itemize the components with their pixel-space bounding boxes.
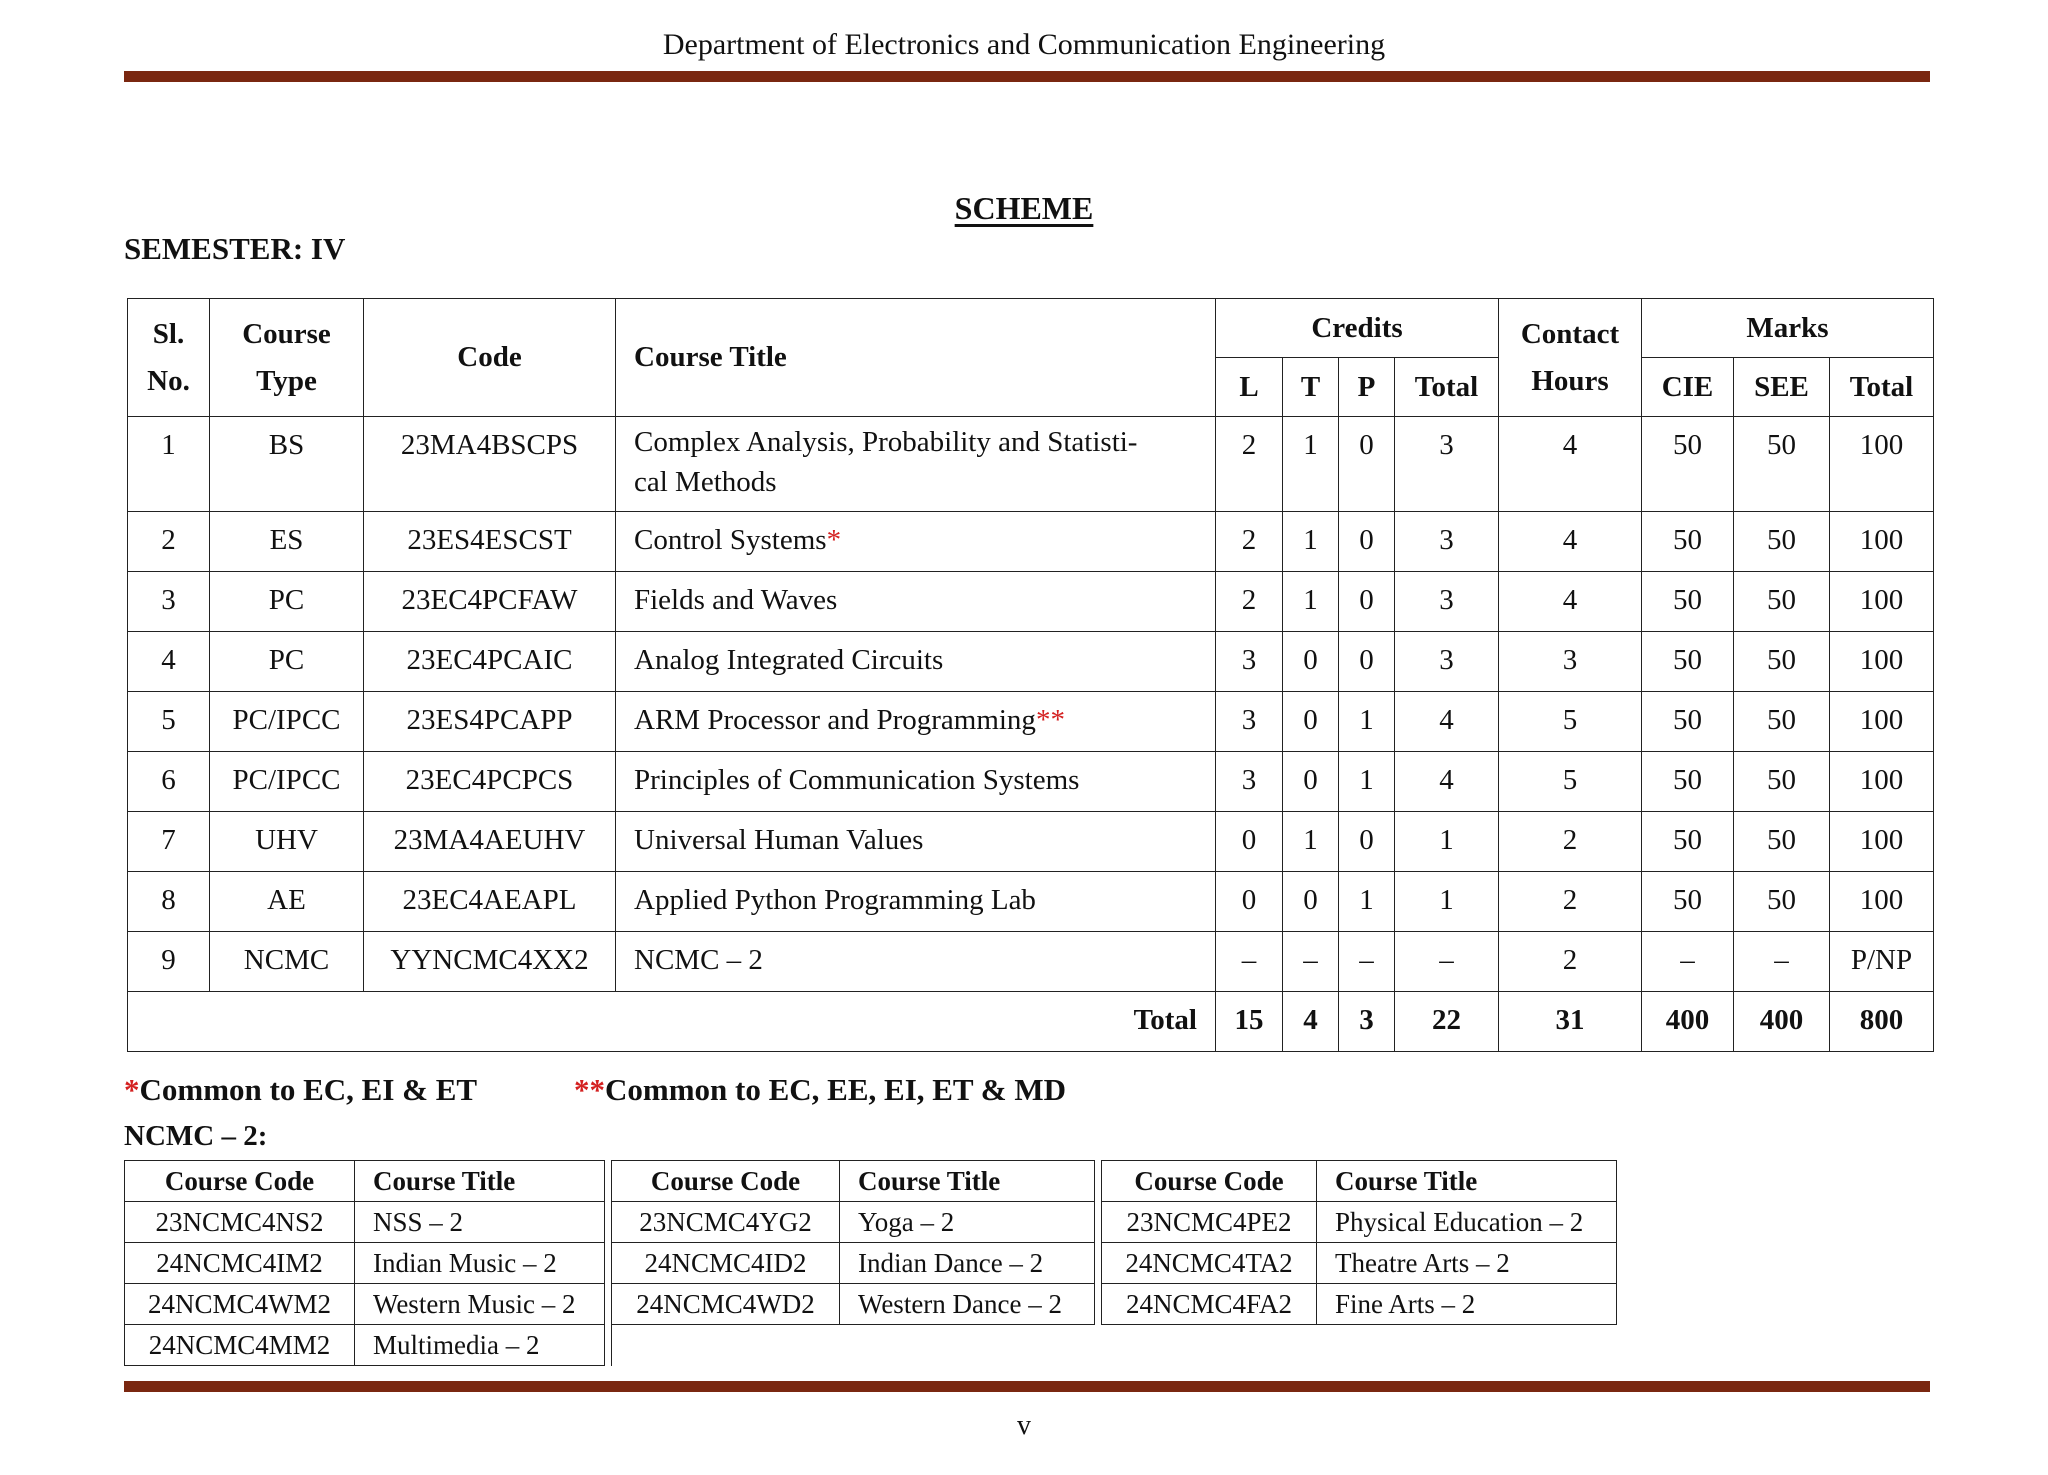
- course-title: [616, 872, 1216, 932]
- course-type: NCMC: [210, 932, 364, 992]
- semester-label: SEMESTER: IV: [124, 231, 346, 266]
- cell-cie: 50: [1642, 752, 1734, 812]
- common-marker: *: [826, 524, 842, 556]
- header-contact-top: Contact: [1520, 317, 1620, 350]
- cell-hours: 2: [1499, 872, 1642, 932]
- total-t: 4: [1283, 992, 1339, 1052]
- header-code: Code: [364, 299, 616, 417]
- ncmc-header-row: [125, 1161, 1617, 1202]
- header-marks-total: Total: [1830, 358, 1934, 417]
- cell-t: 1: [1283, 572, 1339, 632]
- total-total: 22: [1395, 992, 1499, 1052]
- header-credits-total: Total: [1395, 358, 1499, 417]
- footnote-single-star: [124, 1072, 477, 1107]
- cell-marks: 100: [1830, 752, 1934, 812]
- ncmc-row: [125, 1325, 1617, 1366]
- cell-cie: 50: [1642, 572, 1734, 632]
- cell-hours: 5: [1499, 752, 1642, 812]
- ncmc-course-title: Indian Dance – 2: [840, 1243, 1095, 1284]
- header-contact-hours: [1499, 299, 1642, 417]
- cell-total: 1: [1395, 872, 1499, 932]
- cell-marks: 100: [1830, 632, 1934, 692]
- cell-see: 50: [1734, 632, 1830, 692]
- cell-cie: 50: [1642, 872, 1734, 932]
- column-divider: [1095, 1202, 1102, 1243]
- cell-see: 50: [1734, 417, 1830, 512]
- course-type: PC/IPCC: [210, 752, 364, 812]
- cell-see: 50: [1734, 572, 1830, 632]
- cell-marks: 100: [1830, 812, 1934, 872]
- ncmc-header-title: Course Title: [840, 1161, 1095, 1202]
- cell-total: 4: [1395, 692, 1499, 752]
- cell-see: 50: [1734, 692, 1830, 752]
- cell-cie: 50: [1642, 417, 1734, 512]
- table-row: [128, 752, 1934, 812]
- cell-l: 3: [1216, 752, 1283, 812]
- cell-l: –: [1216, 932, 1283, 992]
- cell-hours: 4: [1499, 512, 1642, 572]
- table-row: [128, 417, 1934, 512]
- course-title: [616, 572, 1216, 632]
- cell-hours: 4: [1499, 417, 1642, 512]
- cell-total: 3: [1395, 512, 1499, 572]
- ncmc-course-code: 24NCMC4WM2: [125, 1284, 355, 1325]
- cell-total: 4: [1395, 752, 1499, 812]
- course-title-text: Analog Integrated Circuits: [634, 644, 944, 676]
- header-t: T: [1283, 358, 1339, 417]
- star-marker: *: [124, 1072, 140, 1107]
- header-type-bottom: Type: [256, 364, 317, 397]
- empty-cell: [612, 1325, 840, 1366]
- ncmc-course-title: Theatre Arts – 2: [1317, 1243, 1617, 1284]
- course-title-text: Fields and Waves: [634, 584, 838, 616]
- course-title: [616, 692, 1216, 752]
- ncmc-header-code: Course Code: [612, 1161, 840, 1202]
- double-star-marker: **: [574, 1072, 605, 1107]
- table-row: [128, 632, 1934, 692]
- cell-total: 1: [1395, 812, 1499, 872]
- table-row: [128, 572, 1934, 632]
- course-title-text: NCMC – 2: [634, 944, 763, 976]
- course-type: PC: [210, 572, 364, 632]
- course-code: 23EC4PCPCS: [364, 752, 616, 812]
- sl-number: 5: [128, 692, 210, 752]
- cell-hours: 2: [1499, 812, 1642, 872]
- ncmc-header-title: Course Title: [355, 1161, 605, 1202]
- header-type-top: Course: [242, 317, 331, 350]
- ncmc-row: [125, 1284, 1617, 1325]
- ncmc-course-code: 24NCMC4TA2: [1102, 1243, 1317, 1284]
- course-title-text: Principles of Communication Systems: [634, 764, 1080, 796]
- course-type: ES: [210, 512, 364, 572]
- cell-total: –: [1395, 932, 1499, 992]
- cell-p: 0: [1339, 512, 1395, 572]
- ncmc-course-code: 23NCMC4NS2: [125, 1202, 355, 1243]
- footnote-double-star: [574, 1072, 1066, 1108]
- cell-p: 0: [1339, 417, 1395, 512]
- page-number: v: [1017, 1410, 1031, 1441]
- cell-cie: 50: [1642, 812, 1734, 872]
- total-cie: 400: [1642, 992, 1734, 1052]
- cell-l: 3: [1216, 692, 1283, 752]
- ncmc-course-title: Western Music – 2: [355, 1284, 605, 1325]
- cell-total: 3: [1395, 572, 1499, 632]
- header-cie: CIE: [1642, 358, 1734, 417]
- cell-l: 2: [1216, 417, 1283, 512]
- course-type: BS: [210, 417, 364, 512]
- header-l: L: [1216, 358, 1283, 417]
- course-title: [616, 632, 1216, 692]
- footnote-text: Common to EC, EE, EI, ET & MD: [605, 1072, 1067, 1107]
- ncmc-course-title: Indian Music – 2: [355, 1243, 605, 1284]
- table-row: [128, 512, 1934, 572]
- header-course-type: [210, 299, 364, 417]
- sl-number: 3: [128, 572, 210, 632]
- cell-p: –: [1339, 932, 1395, 992]
- total-p: 3: [1339, 992, 1395, 1052]
- cell-l: 2: [1216, 572, 1283, 632]
- cell-p: 1: [1339, 872, 1395, 932]
- header-row-1: [128, 299, 1934, 358]
- cell-t: 1: [1283, 812, 1339, 872]
- footnote-text: Common to EC, EI & ET: [139, 1072, 478, 1107]
- cell-see: –: [1734, 932, 1830, 992]
- ncmc-header-title: Course Title: [1317, 1161, 1617, 1202]
- ncmc-course-code: 23NCMC4YG2: [612, 1202, 840, 1243]
- cell-l: 0: [1216, 812, 1283, 872]
- column-divider: [1095, 1325, 1102, 1366]
- course-title-text: Universal Human Values: [634, 824, 924, 856]
- cell-marks: 100: [1830, 417, 1934, 512]
- scheme-table: [127, 298, 1934, 1052]
- header-marks: Marks: [1642, 299, 1934, 358]
- header-sl: [128, 299, 210, 417]
- cell-hours: 5: [1499, 692, 1642, 752]
- footer-rule: [124, 1381, 1930, 1392]
- header-credits: Credits: [1216, 299, 1499, 358]
- ncmc-course-title: Yoga – 2: [840, 1202, 1095, 1243]
- cell-marks: 100: [1830, 572, 1934, 632]
- table-row: [128, 812, 1934, 872]
- header-sl-bottom: No.: [147, 364, 190, 397]
- course-title-text: Complex Analysis, Probability and Statisti-: [634, 426, 1138, 458]
- cell-marks: 100: [1830, 512, 1934, 572]
- sl-number: 7: [128, 812, 210, 872]
- table-row: [128, 932, 1934, 992]
- sl-number: 4: [128, 632, 210, 692]
- course-code: 23ES4PCAPP: [364, 692, 616, 752]
- ncmc-header-code: Course Code: [1102, 1161, 1317, 1202]
- cell-l: 3: [1216, 632, 1283, 692]
- cell-hours: 2: [1499, 932, 1642, 992]
- ncmc-course-title: NSS – 2: [355, 1202, 605, 1243]
- ncmc-course-code: 24NCMC4IM2: [125, 1243, 355, 1284]
- header-see: SEE: [1734, 358, 1830, 417]
- sl-number: 9: [128, 932, 210, 992]
- footnotes: [124, 1072, 1067, 1108]
- header-contact-bottom: Hours: [1531, 364, 1609, 397]
- header-sl-top: Sl.: [152, 317, 185, 350]
- cell-p: 1: [1339, 692, 1395, 752]
- total-l: 15: [1216, 992, 1283, 1052]
- course-code: 23EC4PCAIC: [364, 632, 616, 692]
- ncmc-course-code: 24NCMC4MM2: [125, 1325, 355, 1366]
- ncmc-row: [125, 1243, 1617, 1284]
- ncmc-label: NCMC – 2:: [124, 1120, 268, 1152]
- empty-cell: [1317, 1325, 1617, 1366]
- cell-p: 0: [1339, 812, 1395, 872]
- ncmc-course-code: 24NCMC4WD2: [612, 1284, 840, 1325]
- sl-number: 6: [128, 752, 210, 812]
- course-type: PC: [210, 632, 364, 692]
- course-title: [616, 752, 1216, 812]
- cell-total: 3: [1395, 632, 1499, 692]
- cell-see: 50: [1734, 512, 1830, 572]
- cell-l: 0: [1216, 872, 1283, 932]
- ncmc-course-title: Multimedia – 2: [355, 1325, 605, 1366]
- table-row: [128, 692, 1934, 752]
- cell-p: 0: [1339, 632, 1395, 692]
- column-divider: [605, 1202, 612, 1243]
- column-divider: [1095, 1243, 1102, 1284]
- cell-total: 3: [1395, 417, 1499, 512]
- course-title-text: ARM Processor and Programming: [634, 704, 1036, 736]
- header-rule: [124, 71, 1930, 82]
- cell-see: 50: [1734, 872, 1830, 932]
- cell-t: 0: [1283, 692, 1339, 752]
- course-title: [616, 812, 1216, 872]
- course-title-continued: cal Methods: [634, 466, 777, 498]
- cell-t: –: [1283, 932, 1339, 992]
- course-title: [616, 932, 1216, 992]
- ncmc-table: [124, 1160, 1617, 1366]
- common-marker: **: [1035, 704, 1065, 736]
- course-type: UHV: [210, 812, 364, 872]
- ncmc-header-code: Course Code: [125, 1161, 355, 1202]
- cell-marks: 100: [1830, 692, 1934, 752]
- course-title: [616, 417, 1216, 512]
- cell-cie: 50: [1642, 632, 1734, 692]
- course-title-text: Applied Python Programming Lab: [634, 884, 1036, 916]
- cell-marks: P/NP: [1830, 932, 1934, 992]
- ncmc-course-code: 24NCMC4FA2: [1102, 1284, 1317, 1325]
- column-divider: [1095, 1284, 1102, 1325]
- cell-see: 50: [1734, 752, 1830, 812]
- course-code: 23EC4PCFAW: [364, 572, 616, 632]
- column-divider: [605, 1161, 612, 1202]
- course-type: PC/IPCC: [210, 692, 364, 752]
- ncmc-row: [125, 1202, 1617, 1243]
- header-course-title: Course Title: [616, 299, 1216, 417]
- cell-cie: –: [1642, 932, 1734, 992]
- course-title: [616, 512, 1216, 572]
- ncmc-course-code: 23NCMC4PE2: [1102, 1202, 1317, 1243]
- header-p: P: [1339, 358, 1395, 417]
- course-code: 23ES4ESCST: [364, 512, 616, 572]
- ncmc-course-title: Western Dance – 2: [840, 1284, 1095, 1325]
- page-title: [0, 190, 2048, 227]
- cell-hours: 3: [1499, 632, 1642, 692]
- total-label: Total: [128, 992, 1216, 1052]
- cell-l: 2: [1216, 512, 1283, 572]
- ncmc-course-code: 24NCMC4ID2: [612, 1243, 840, 1284]
- cell-t: 0: [1283, 632, 1339, 692]
- cell-cie: 50: [1642, 692, 1734, 752]
- cell-see: 50: [1734, 812, 1830, 872]
- column-divider: [1095, 1161, 1102, 1202]
- department-header: Department of Electronics and Communication Engineering: [662, 28, 1386, 61]
- cell-t: 1: [1283, 417, 1339, 512]
- ncmc-course-title: Fine Arts – 2: [1317, 1284, 1617, 1325]
- course-code: YYNCMC4XX2: [364, 932, 616, 992]
- total-row: [128, 992, 1934, 1052]
- cell-t: 0: [1283, 872, 1339, 932]
- empty-cell: [1102, 1325, 1317, 1366]
- sl-number: 2: [128, 512, 210, 572]
- column-divider: [605, 1243, 612, 1284]
- scheme-title: SCHEME: [954, 190, 1094, 226]
- sl-number: 1: [128, 417, 210, 512]
- cell-hours: 4: [1499, 572, 1642, 632]
- column-divider: [605, 1325, 612, 1366]
- cell-cie: 50: [1642, 512, 1734, 572]
- cell-t: 1: [1283, 512, 1339, 572]
- column-divider: [605, 1284, 612, 1325]
- total-hours: 31: [1499, 992, 1642, 1052]
- course-code: 23MA4BSCPS: [364, 417, 616, 512]
- total-see: 400: [1734, 992, 1830, 1052]
- cell-marks: 100: [1830, 872, 1934, 932]
- cell-t: 0: [1283, 752, 1339, 812]
- course-type: AE: [210, 872, 364, 932]
- table-row: [128, 872, 1934, 932]
- sl-number: 8: [128, 872, 210, 932]
- ncmc-course-title: Physical Education – 2: [1317, 1202, 1617, 1243]
- empty-cell: [840, 1325, 1095, 1366]
- cell-p: 0: [1339, 572, 1395, 632]
- course-code: 23MA4AEUHV: [364, 812, 616, 872]
- course-code: 23EC4AEAPL: [364, 872, 616, 932]
- total-marks: 800: [1830, 992, 1934, 1052]
- cell-p: 1: [1339, 752, 1395, 812]
- course-title-text: Control Systems: [634, 524, 827, 556]
